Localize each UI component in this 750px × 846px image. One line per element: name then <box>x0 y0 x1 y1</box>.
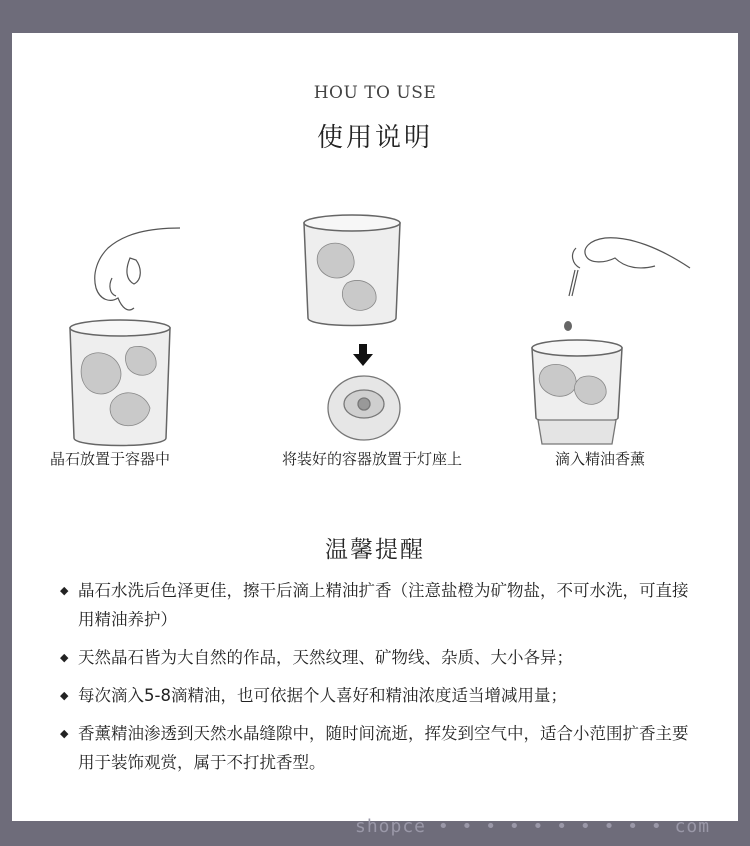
step-1 <box>30 208 270 478</box>
tip-item <box>60 681 700 710</box>
bullet-icon: ◆ <box>60 651 69 664</box>
lamp-base-icon <box>328 376 400 440</box>
tip-text: 晶石水洗后色泽更佳，擦干后滴上精油扩香（注意盐橙为矿物盐，不可水洗，可直接用精油养护） <box>78 581 689 629</box>
bullet-icon: ◆ <box>60 727 69 740</box>
instruction-card <box>12 33 738 821</box>
lamp-base-icon <box>538 420 616 444</box>
tip-text: 香薰精油渗透到天然水晶缝隙中，随时间流逝，挥发到空气中，适合小范围扩香主要用于装饰观赏，属于不打扰香型。 <box>78 724 689 772</box>
arrow-down-icon <box>353 344 373 366</box>
page-title: 使用说明 <box>316 123 433 153</box>
hand-crystal-glass-illustration <box>30 208 270 448</box>
step-2 <box>252 208 492 478</box>
watermark: shopce • • • • • • • • • • com <box>355 816 711 837</box>
step-1-label: 晶石放置于容器中 <box>50 450 171 468</box>
bullet-icon: ◆ <box>60 689 69 702</box>
tip-item <box>60 643 700 672</box>
section-eyebrow: HOU TO USE <box>313 83 437 103</box>
glass-to-lamp-illustration <box>252 208 492 448</box>
step-2-label: 将装好的容器放置于灯座上 <box>281 450 462 468</box>
tips-title: 温馨提醒 <box>325 537 425 563</box>
step-3 <box>480 208 720 478</box>
step-3-label: 滴入精油香薰 <box>554 450 645 468</box>
tip-text: 每次滴入5-8滴精油，也可依据个人喜好和精油浓度适当增减用量； <box>78 686 567 705</box>
dropper-glass-illustration <box>480 208 720 448</box>
oil-drop-icon <box>564 321 572 331</box>
tips-list <box>60 576 700 786</box>
tip-text: 天然晶石皆为大自然的作品，天然纹理、矿物线、杂质、大小各异； <box>78 648 573 667</box>
bullet-icon: ◆ <box>60 584 69 597</box>
tip-item <box>60 576 700 634</box>
tip-item <box>60 719 700 777</box>
